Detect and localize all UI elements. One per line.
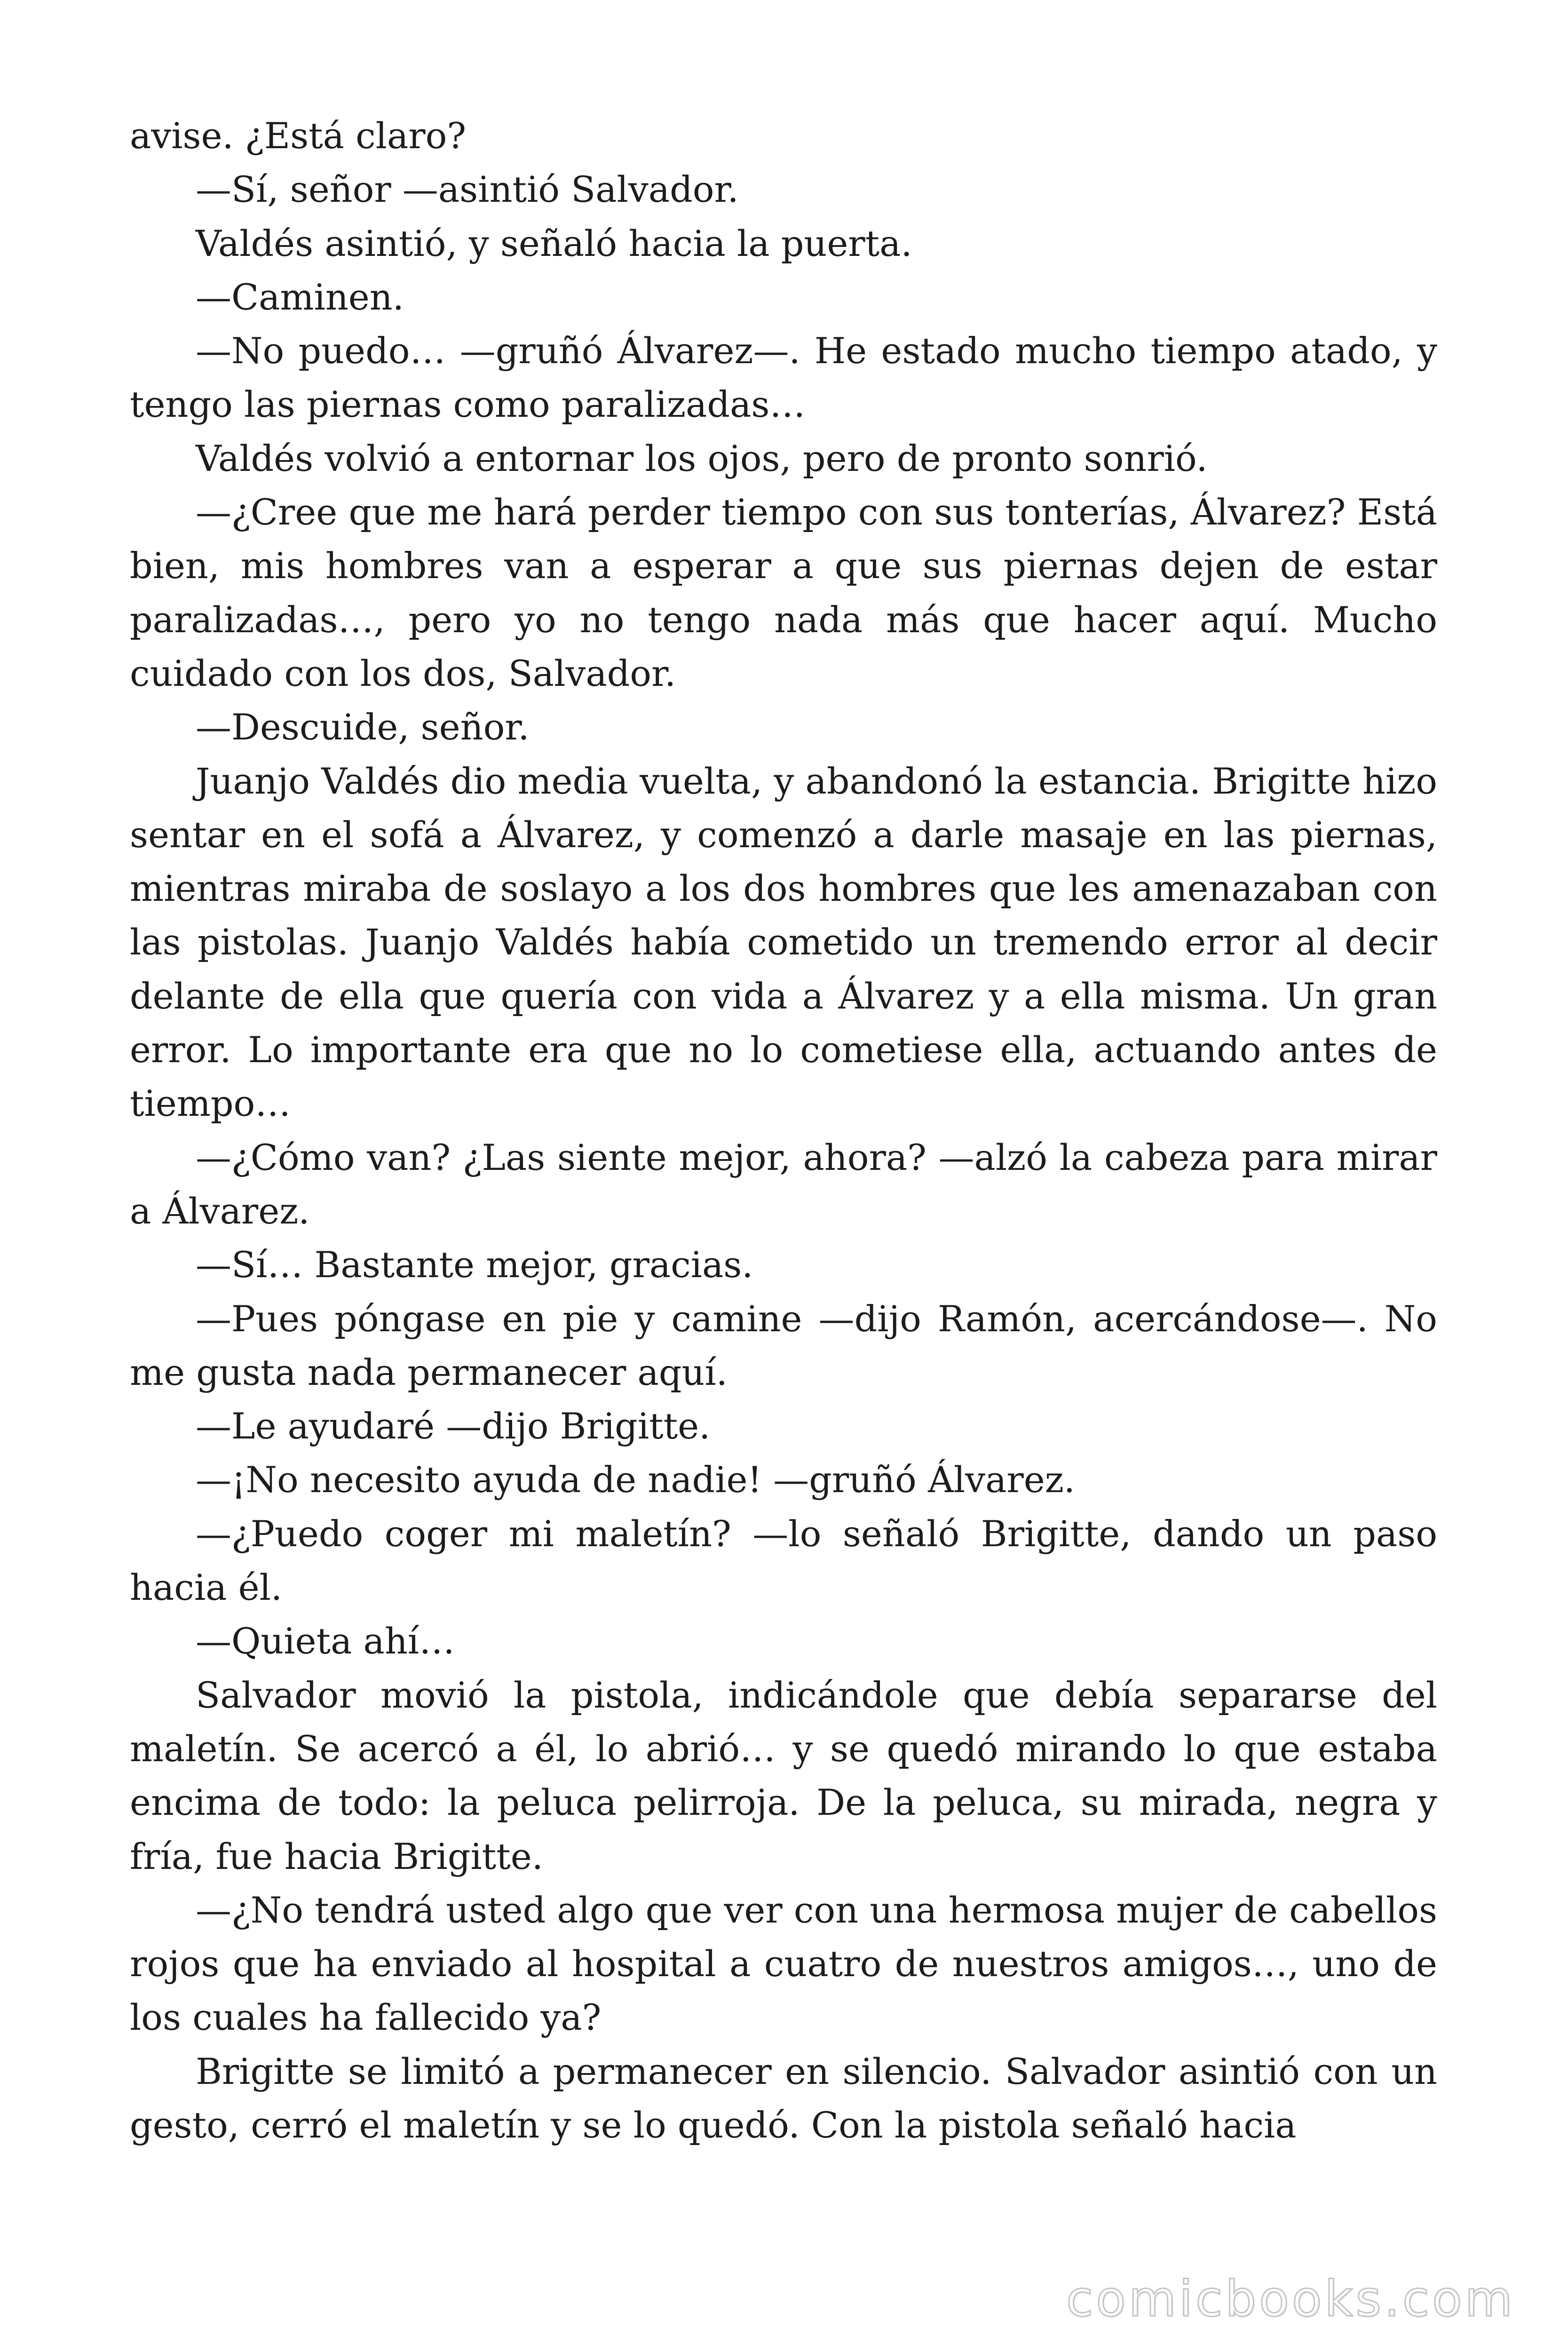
paragraph-continued: avise. ¿Está claro? [130,115,467,157]
body-text [130,109,1437,2152]
paragraph: —Sí, señor —asintió Salvador. [196,168,739,211]
paragraph: —Sí… Bastante mejor, gracias. [196,1244,753,1286]
paragraph: Brigitte se limitó a permanecer en silencio. Salvador asintió con un gesto, cerró el maletín y se lo quedó. Con la pistola señaló hacia [130,2050,1437,2146]
paragraph: —Descuide, señor. [196,706,530,748]
paragraph: Valdés asintió, y señaló hacia la puerta. [196,222,912,264]
paragraph: —Caminen. [196,276,404,318]
paragraph: Salvador movió la pistola, indicándole que debía separarse del maletín. Se acercó a él, lo abrió… y se quedó mirando lo que estaba encima de todo: la peluca pelirroja. De la peluca, su mirada, negra y fría, fue hacia Brigitte. [130,1674,1437,1877]
paragraph: —Quieta ahí… [196,1620,455,1662]
paragraph: —¿Puedo coger mi maletín? —lo señaló Brigitte, dando un paso hacia él. [130,1512,1437,1609]
paragraph: —Le ayudaré —dijo Brigitte. [196,1405,711,1447]
watermark: comicbooks.com [1066,2270,1515,2328]
paragraph: —No puedo… —gruñó Álvarez—. He estado mucho tiempo atado, y tengo las piernas como paralizadas… [130,330,1437,426]
paragraph: —¿Cree que me hará perder tiempo con sus tonterías, Álvarez? Está bien, mis hombres van a esperar a que sus piernas dejen de estar paralizadas…, pero yo no tengo nada más que hacer aquí. Mucho cuidado con los dos, Salvador. [130,491,1437,694]
paragraph: —¡No necesito ayuda de nadie! —gruñó Álvarez. [196,1459,1075,1501]
paragraph: Juanjo Valdés dio media vuelta, y abandonó la estancia. Brigitte hizo sentar en el sofá a Álvarez, y comenzó a darle masaje en las piernas, mientras miraba de soslayo a los dos hombres que les amenazaban con las pistolas. Juanjo Valdés había cometido un tremendo error al decir delante de ella que quería con vida a Álvarez y a ella misma. Un gran error. Lo importante era que no lo cometiese ella, actuando antes de tiempo… [130,760,1437,1125]
paragraph: —¿No tendrá usted algo que ver con una hermosa mujer de cabellos rojos que ha enviado al hospital a cuatro de nuestros amigos…, uno de los cuales ha fallecido ya? [130,1889,1437,2039]
paragraph: —¿Cómo van? ¿Las siente mejor, ahora? —alzó la cabeza para mirar a Álvarez. [130,1136,1437,1232]
paragraph: Valdés volvió a entornar los ojos, pero de pronto sonrió. [196,437,1208,479]
paragraph: —Pues póngase en pie y camine —dijo Ramón, acercándose—. No me gusta nada permanecer aquí. [130,1297,1437,1393]
